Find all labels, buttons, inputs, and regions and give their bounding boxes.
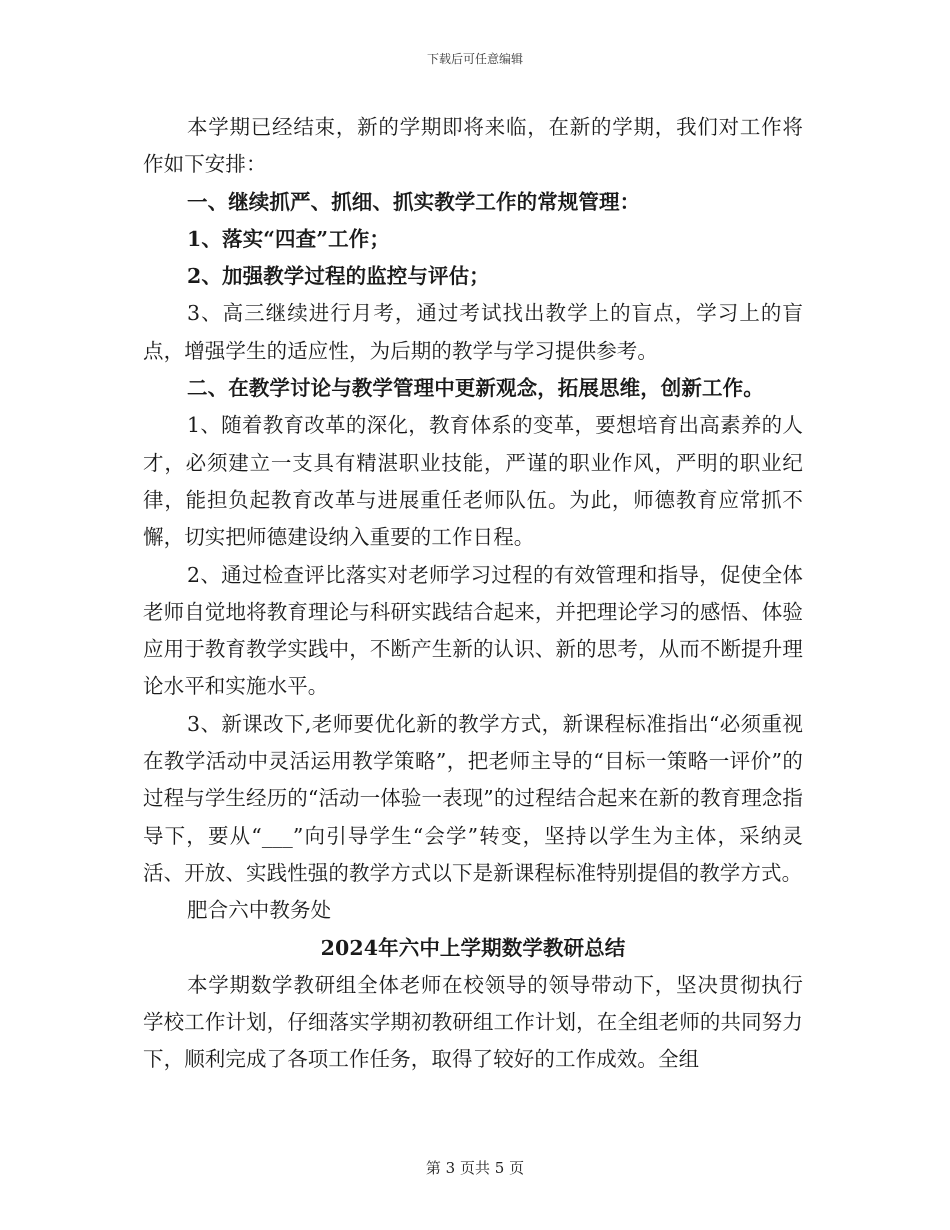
document-body — [143, 109, 803, 1079]
intro-paragraph: 本学期已经结束，新的学期即将来临，在新的学期，我们对工作将作如下安排： — [143, 115, 803, 177]
item-1-heading: 1、落实“四查”工作； — [187, 226, 390, 251]
item-3-paragraph: 3、高三继续进行月考，通过考试找出教学上的盲点，学习上的盲点，增强学生的适应性，为后期的教学与学习提供参考。 — [143, 301, 803, 363]
page-header: 下载后可任意编辑 — [426, 52, 523, 66]
section-2-item-1: 1、随着教育改革的深化，教育体系的变革，要想培育出高素养的人才，必须建立一支具有精湛职业技能，严谨的职业作风，严明的职业纪律，能担负起教育改革与进展重任老师队伍。为此，师德教育应常抓不懈，切实把师德建设纳入重要的工作日程。 — [143, 413, 803, 550]
section-heading-1: 一、继续抓严、抓细、抓实教学工作的常规管理： — [187, 189, 641, 214]
section-heading-2: 二、在教学讨论与教学管理中更新观念，拓展思维，创新工作。 — [187, 376, 764, 401]
signature-line: 肥合六中教务处 — [187, 898, 332, 923]
section-2-item-3: 3、新课改下,老师要优化新的教学方式，新课程标准指出“必须重视在教学活动中灵活运用教学策略”，把老师主导的“目标一策略一评价”的过程与学生经历的“活动一体验一表现”的过程结合起来在新的教育理念指导下，要从“___”向引导学生“会学”转变，坚持以学生为主体，采纳灵活、开放、实践性强的教学方式以下是新课程标准特别提倡的教学方式。 — [143, 711, 803, 885]
summary-paragraph: 本学期数学教研组全体老师在校领导的领导带动下，坚决贯彻执行学校工作计划，仔细落实学期初教研组工作计划，在全组老师的共同努力下，顺利完成了各项工作任务，取得了较好的工作成效。全组 — [143, 972, 803, 1072]
page-footer: 第 3 页共 5 页 — [425, 1159, 525, 1177]
section-2-item-2: 2、通过检查评比落实对老师学习过程的有效管理和指导，促使全体老师自觉地将教育理论与科研实践结合起来，并把理论学习的感悟、体验应用于教育教学实践中，不断产生新的认识、新的思考，从而不断提升理论水平和实施水平。 — [143, 562, 803, 699]
document-title: 2024年六中上学期数学教研总结 — [320, 935, 626, 960]
item-2-heading: 2、加强教学过程的监控与评估； — [187, 264, 490, 289]
